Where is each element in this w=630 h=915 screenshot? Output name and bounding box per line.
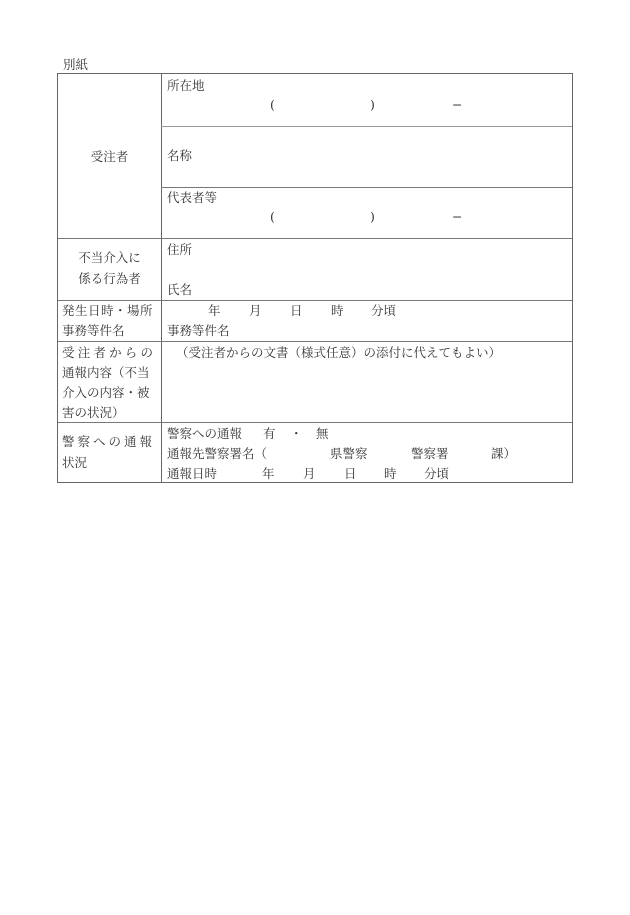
occurrence-header-line2: 事務等件名 (62, 323, 125, 338)
police-station-suffix: 警察署 (411, 446, 449, 461)
report-content-header-line2: 通報内容（不当 (62, 365, 150, 380)
police-year: 年 (262, 466, 275, 481)
police-section-suffix: 課） (491, 446, 517, 461)
occurrence-minute: 分頃 (371, 303, 397, 318)
occurrence-day: 日 (290, 303, 303, 318)
occurrence-hour: 時 (331, 303, 344, 318)
row-divider (161, 126, 572, 127)
contractor-header: 受注者 (90, 149, 129, 164)
work-name-label: 事務等件名 (167, 323, 230, 338)
representative-label: 代表者等 (167, 190, 218, 205)
prefecture-police-label: 県警察 (330, 446, 368, 461)
perpetrator-header-line2: 係る行為者 (78, 271, 141, 286)
police-header-line2: 状況 (62, 455, 88, 470)
contractor-address-dash: − (452, 97, 463, 112)
police-header-line1: 警察への通報 (62, 434, 156, 449)
column-divider (161, 74, 162, 482)
report-content-header-line1: 受注者からの (62, 345, 157, 360)
contractor-address-paren-open: ( (270, 97, 275, 112)
row-divider (58, 238, 572, 239)
report-content-note: （受注者からの文書（様式任意）の添付に代えてもよい） (176, 345, 502, 360)
representative-dash: − (452, 209, 463, 224)
police-hour: 時 (384, 466, 397, 481)
perpetrator-name-label: 氏名 (167, 282, 193, 297)
contractor-name-label: 名称 (167, 148, 193, 163)
police-report-label: 警察への通報 (167, 426, 243, 441)
police-datetime-label: 通報日時 (167, 466, 218, 481)
row-divider (58, 341, 572, 342)
report-content-header-line3: 介入の内容・被 (62, 385, 150, 400)
contractor-address-label: 所在地 (167, 78, 205, 93)
report-form-table (57, 73, 573, 483)
police-station-label: 通報先警察署名（ (167, 446, 268, 461)
police-month: 月 (303, 466, 316, 481)
police-report-yes: 有 (263, 426, 276, 441)
row-divider (58, 300, 572, 301)
police-day: 日 (344, 466, 357, 481)
row-divider (161, 187, 572, 188)
occurrence-header-line1: 発生日時・場所 (62, 303, 154, 318)
occurrence-month: 月 (249, 303, 262, 318)
police-minute: 分頃 (424, 466, 450, 481)
perpetrator-address-label: 住所 (167, 242, 193, 257)
police-report-no: 無 (316, 426, 329, 441)
report-content-header-line4: 害の状況） (62, 405, 125, 420)
occurrence-year: 年 (208, 303, 221, 318)
representative-paren-close: ) (370, 209, 375, 224)
perpetrator-header-line1: 不当介入に (78, 250, 141, 265)
row-divider (58, 422, 572, 423)
page-label: 別紙 (63, 57, 89, 72)
representative-paren-open: ( (270, 209, 275, 224)
police-report-dot: ・ (290, 426, 303, 441)
contractor-address-paren-close: ) (370, 97, 375, 112)
